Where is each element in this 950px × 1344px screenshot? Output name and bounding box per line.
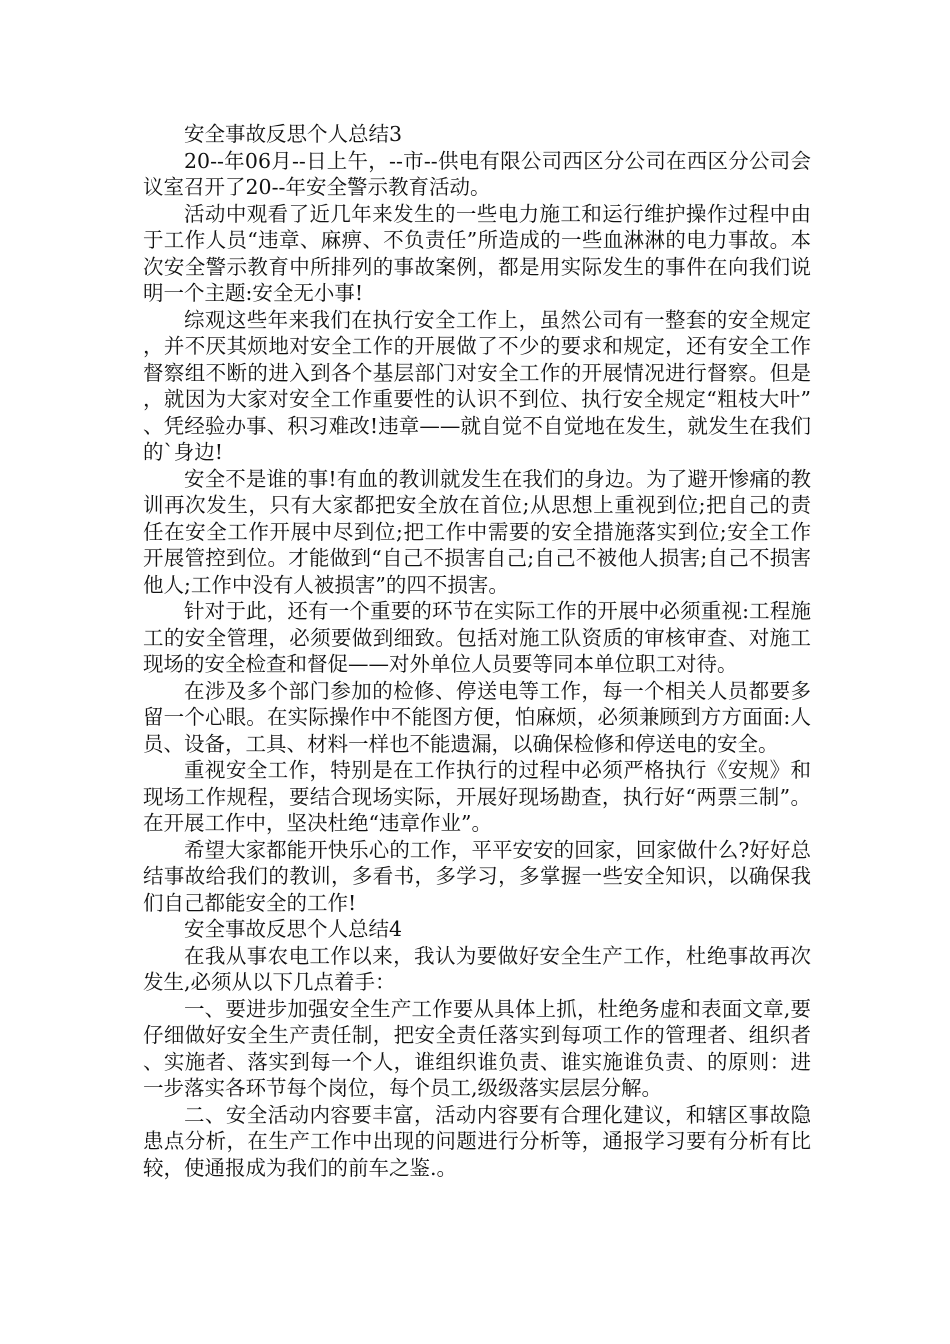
paragraph: 安全不是谁的事!有血的教训就发生在我们的身边。为了避开惨痛的教训再次发生，只有大家都把安全放在首位;从思想上重视到位;把自己的责任在安全工作开展中尽到位;把工作中需要的安全措施落实到位;安全工作开展管控到位。才能做到“自己不损害自己;自己不被他人损害;自己不损害他人;工作中没有人被损害”的四不损害。 [143,466,811,597]
paragraph: 在我从事农电工作以来，我认为要做好安全生产工作，杜绝事故再次发生,必须从以下几点着手： [143,943,811,994]
paragraph: 二、安全活动内容要丰富，活动内容要有合理化建议，和辖区事故隐患点分析，在生产工作中出现的问题进行分析等，通报学习要有分析有比较，使通报成为我们的前车之鉴.。 [143,1102,811,1180]
section-heading-3: 安全事故反思个人总结3 [184,122,403,146]
paragraph: 在涉及多个部门参加的检修、停送电等工作，每一个相关人员都要多留一个心眼。在实际操作中不能图方便，怕麻烦，必须兼顾到方方面面:人员、设备，工具、材料一样也不能遗漏，以确保检修和停送电的安全。 [143,678,811,756]
paragraph: 活动中观看了近几年来发生的一些电力施工和运行维护操作过程中由于工作人员“违章、麻痹、不负责任”所造成的一些血淋淋的电力事故。本次安全警示教育中所排列的事故案例，都是用实际发生的事件在向我们说明一个主题:安全无小事! [143,201,811,305]
paragraph: 针对于此，还有一个重要的环节在实际工作的开展中必须重视:工程施工的安全管理，必须要做到细致。包括对施工队资质的审核审查、对施工现场的安全检查和督促——对外单位人员要等同本单位职工对待。 [143,599,811,676]
paragraph: 重视安全工作，特别是在工作执行的过程中必须严格执行《安规》和现场工作规程，要结合现场实际，开展好现场勘查，执行好“两票三制”。在开展工作中，坚决杜绝“违章作业”。 [143,758,811,835]
paragraph: 综观这些年来我们在执行安全工作上，虽然公司有一整套的安全规定，并不厌其烦地对安全工作的开展做了不少的要求和规定，还有安全工作督察组不断的进入到各个基层部门对安全工作的开展情况进行督察。但是，就因为大家对安全工作重要性的认识不到位、执行安全规定“粗枝大叶”、凭经验办事、积习难改!违章——就自觉不自觉地在发生，就发生在我们的`身边! [143,307,811,464]
section-heading-4: 安全事故反思个人总结4 [184,917,403,941]
paragraph: 希望大家都能开快乐心的工作，平平安安的回家，回家做什么?好好总结事故给我们的教训，多看书，多学习，多掌握一些安全知识，以确保我们自己都能安全的工作! [143,837,811,915]
paragraph: 一、要进步加强安全生产工作要从具体上抓，杜绝务虚和表面文章,要仔细做好安全生产责任制，把安全责任落实到每项工作的管理者、组织者、实施者、落实到每一个人，谁组织谁负责、谁实施谁负责、的原则：进一步落实各环节每个岗位，每个员工,级级落实层层分解。 [143,996,811,1100]
document-page [143,121,811,1181]
paragraph: 20--年06月--日上午，--市--供电有限公司西区分公司在西区分公司会议室召开了20--年安全警示教育活动。 [143,148,811,199]
